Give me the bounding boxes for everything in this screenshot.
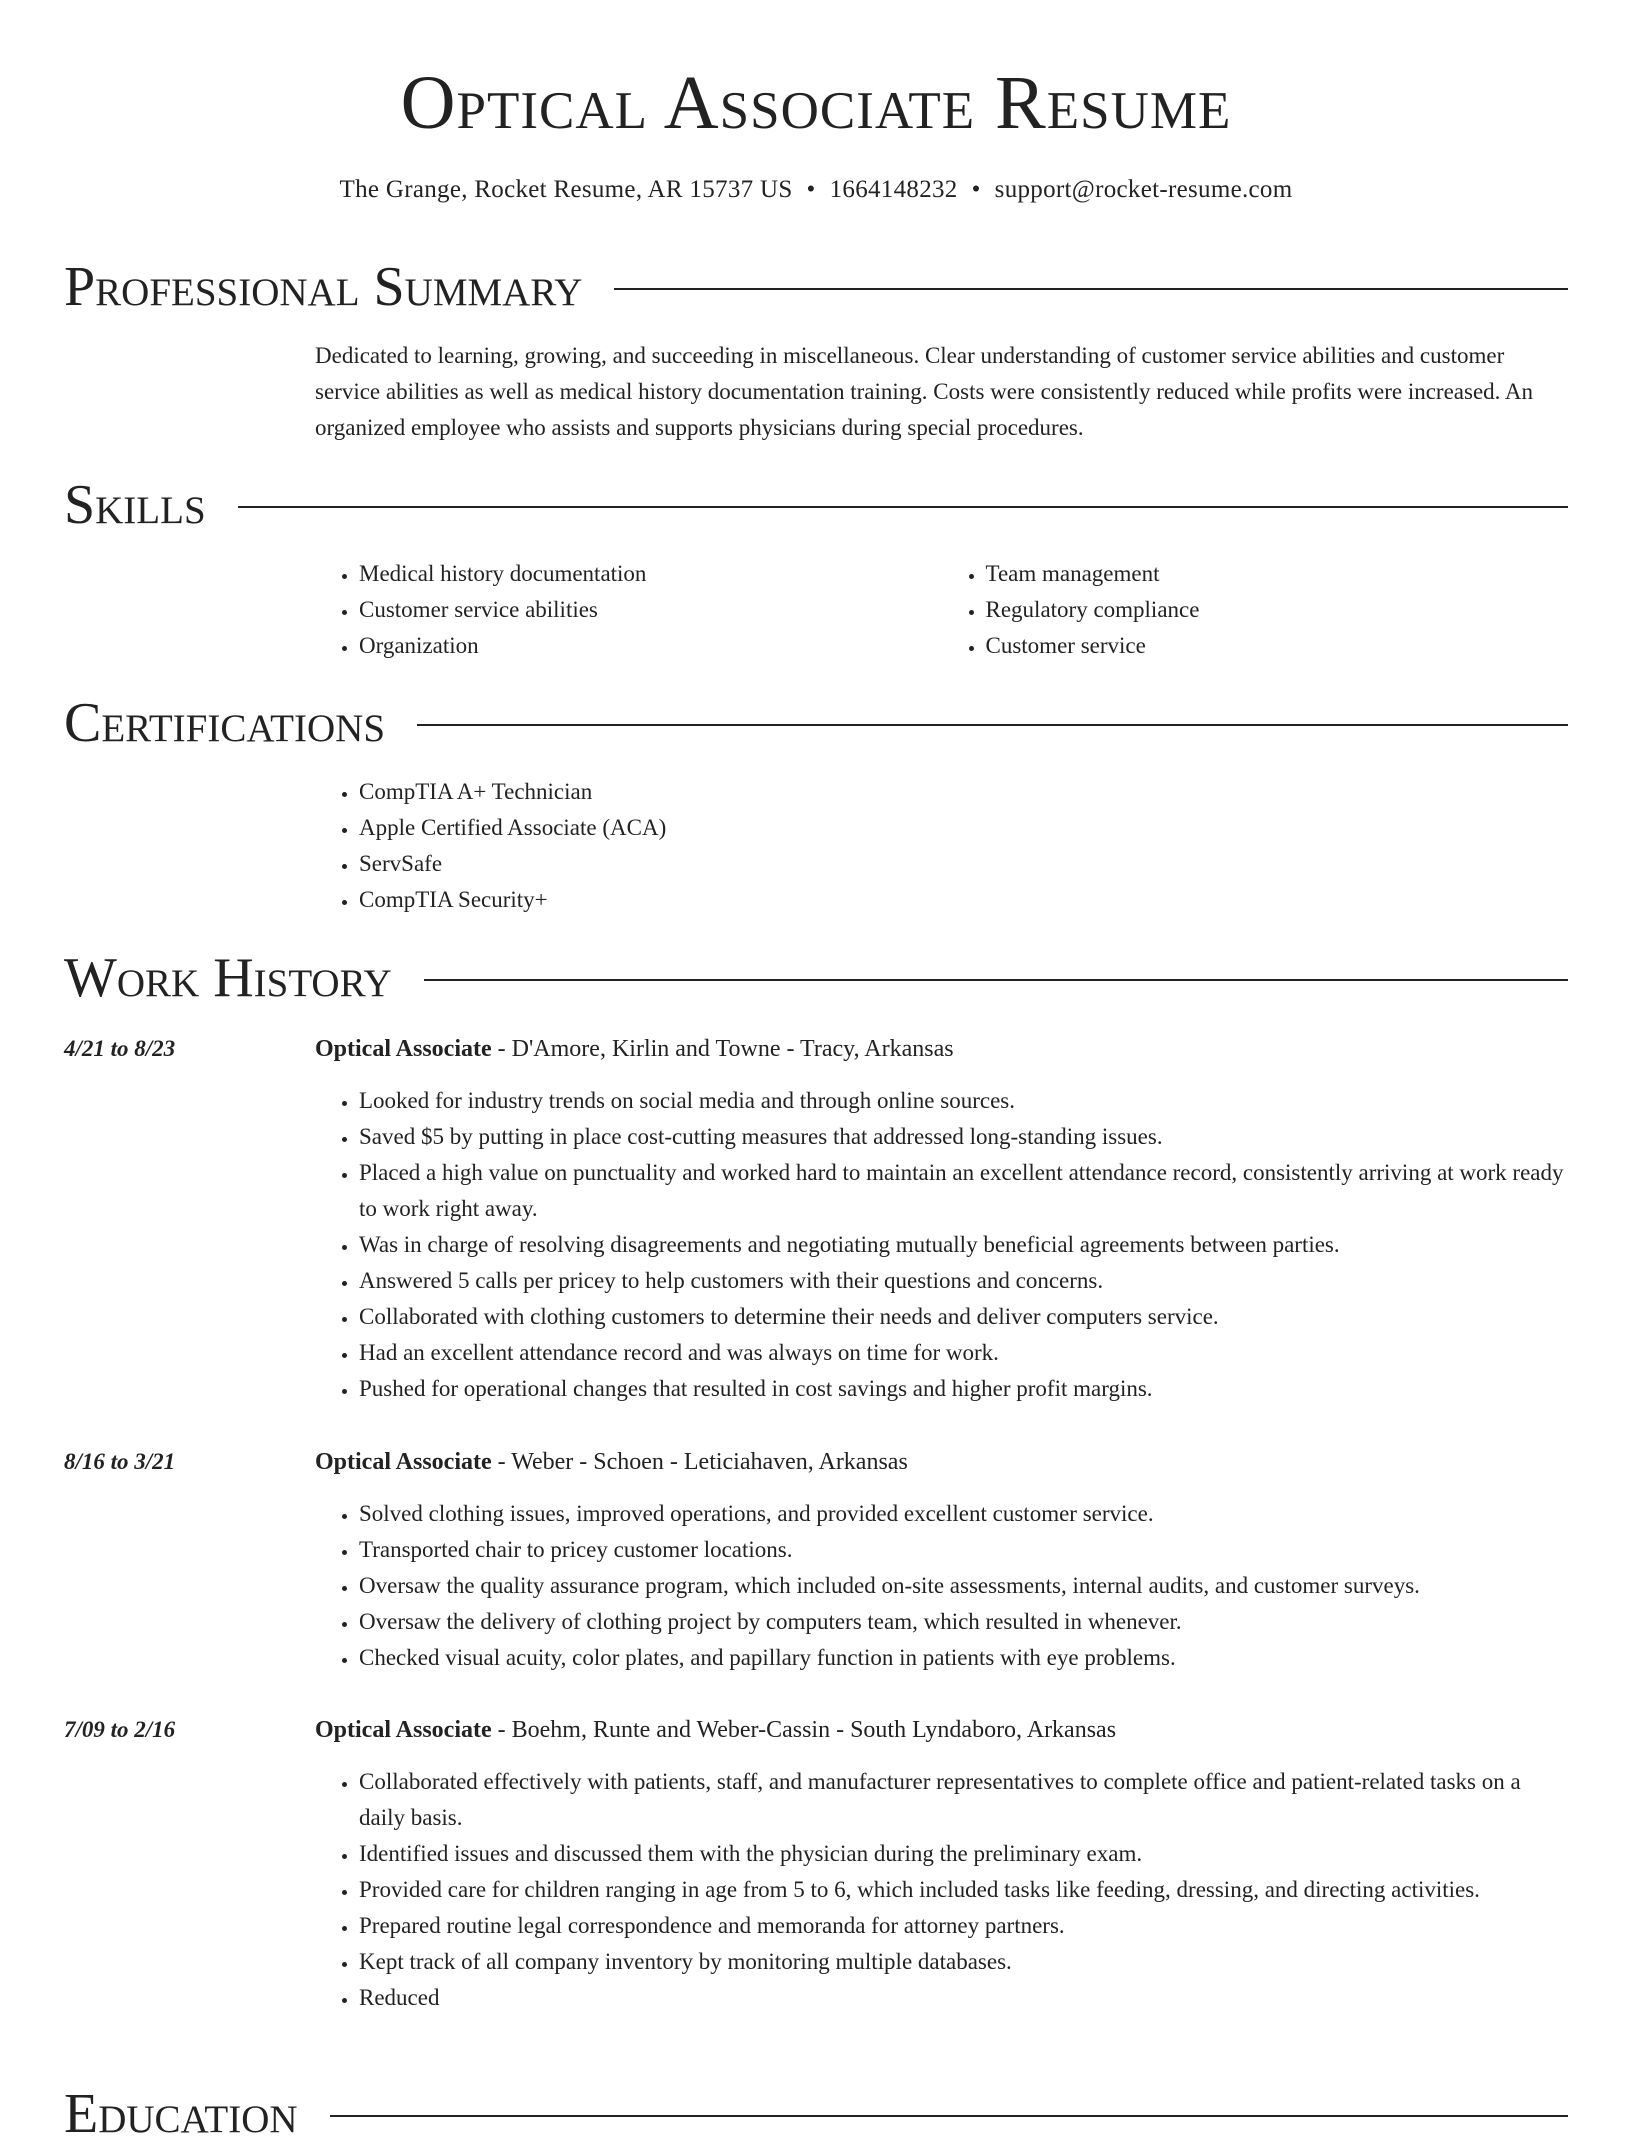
summary-text: Dedicated to learning, growing, and succeeding in miscellaneous. Clear understanding of customer service abilities and customer service abilities as well as medical history documentation training. Costs were consistently reduced while profits were increased. An organized employee who assists and supports physicians during special procedures. (315, 343, 1534, 440)
contact-separator: • (971, 176, 981, 203)
section-title-education: Education (64, 2083, 298, 2145)
section-header-skills (64, 473, 1568, 537)
job-bullet: • Checked visual acuity, color plates, and papillary function in patients with eye problems. (359, 1640, 1568, 1676)
section-rule (417, 724, 1568, 726)
job-content (315, 1444, 1568, 1676)
job-bullet: • Kept track of all company inventory by monitoring multiple databases. (359, 1944, 1568, 1980)
job-content (315, 1031, 1568, 1407)
skill-item: • Medical history documentation (359, 556, 942, 592)
job-bullet: • Had an excellent attendance record and was always on time for work. (359, 1335, 1568, 1371)
job-bullet: • Oversaw the delivery of clothing project by computers team, which resulted in whenever. (359, 1604, 1568, 1640)
job-bullet: • Prepared routine legal correspondence and memoranda for attorney partners. (359, 1908, 1568, 1944)
contact-address: The Grange, Rocket Resume, AR 15737 US (339, 176, 793, 203)
certification-item: • CompTIA A+ Technician (359, 774, 1568, 810)
section-rule (614, 288, 1568, 290)
section-title-certifications: Certifications (64, 692, 386, 754)
job-bullet: • Collaborated with clothing customers to determine their needs and deliver computers service. (359, 1299, 1568, 1335)
certification-item: • Apple Certified Associate (ACA) (359, 810, 1568, 846)
skill-item: • Regulatory compliance (986, 592, 1569, 628)
job-bullets (315, 1083, 1568, 1407)
job-content (315, 1712, 1568, 2016)
job-title: Optical Associate (315, 1717, 492, 1743)
job-details: - Boehm, Runte and Weber-Cassin - South Lyndaboro, Arkansas (491, 1717, 1117, 1743)
certifications-list (315, 774, 1568, 918)
skill-item: • Organization (359, 628, 942, 664)
certifications-block (315, 774, 1568, 918)
section-rule (424, 979, 1568, 981)
certification-item: • CompTIA Security+ (359, 882, 1568, 918)
job-entry (64, 1444, 1568, 1676)
skills-grid (315, 556, 1568, 664)
job-entry (64, 1712, 1568, 2016)
job-bullet: • Oversaw the quality assurance program, which included on-site assessments, internal audits, and customer surveys. (359, 1568, 1568, 1604)
summary-block (315, 338, 1568, 446)
section-rule (238, 506, 1568, 508)
section-header-certifications (64, 691, 1568, 755)
job-dates: 4/21 to 8/23 (64, 1036, 176, 1061)
section-title-summary: Professional Summary (64, 256, 583, 318)
job-bullet: • Provided care for children ranging in age from 5 to 6, which included tasks like feeding, dressing, and directing activities. (359, 1872, 1568, 1908)
job-title: Optical Associate (315, 1036, 492, 1062)
contact-line (0, 172, 1632, 208)
job-bullet: • Collaborated effectively with patients, staff, and manufacturer representatives to complete office and patient-related tasks on a daily basis. (359, 1764, 1568, 1836)
job-bullet: • Answered 5 calls per pricey to help customers with their questions and concerns. (359, 1263, 1568, 1299)
certification-item: • ServSafe (359, 846, 1568, 882)
skills-block (315, 556, 1568, 664)
job-dates: 7/09 to 2/16 (64, 1717, 176, 1742)
section-header-work (64, 946, 1568, 1010)
job-bullet: • Transported chair to pricey customer locations. (359, 1532, 1568, 1568)
page-title: Optical Associate Resume (400, 61, 1232, 145)
job-details: - D'Amore, Kirlin and Towne - Tracy, Arkansas (491, 1036, 954, 1062)
contact-phone: 1664148232 (829, 176, 958, 203)
job-bullets (315, 1496, 1568, 1676)
job-bullet: • Saved $5 by putting in place cost-cutting measures that addressed long-standing issues. (359, 1119, 1568, 1155)
job-entry (64, 1031, 1568, 1407)
section-title-work: Work History (64, 947, 392, 1009)
job-bullet: • Looked for industry trends on social media and through online sources. (359, 1083, 1568, 1119)
contact-email[interactable]: support@rocket-resume.com (994, 176, 1293, 203)
job-title: Optical Associate (315, 1449, 492, 1475)
skill-item: • Team management (986, 556, 1569, 592)
job-bullets (315, 1764, 1568, 2016)
section-header-education (64, 2082, 1568, 2146)
section-title-skills: Skills (64, 474, 206, 536)
job-heading (315, 1712, 1568, 1748)
section-header-summary (64, 255, 1568, 319)
job-bullet: • Placed a high value on punctuality and worked hard to maintain an excellent attendance record, consistently arriving at work ready to work right away. (359, 1155, 1568, 1227)
job-heading (315, 1031, 1568, 1067)
skills-list-right (942, 556, 1569, 664)
contact-separator: • (806, 176, 816, 203)
job-bullet: • Reduced (359, 1980, 1568, 2016)
job-bullet: • Pushed for operational changes that resulted in cost savings and higher profit margins. (359, 1371, 1568, 1407)
job-bullet: • Identified issues and discussed them with the physician during the preliminary exam. (359, 1836, 1568, 1872)
job-details: - Weber - Schoen - Leticiahaven, Arkansas (491, 1449, 908, 1475)
skill-item: • Customer service (986, 628, 1569, 664)
job-bullet: • Was in charge of resolving disagreements and negotiating mutually beneficial agreements between parties. (359, 1227, 1568, 1263)
job-heading (315, 1444, 1568, 1480)
skill-item: • Customer service abilities (359, 592, 942, 628)
section-rule (330, 2115, 1568, 2117)
job-dates: 8/16 to 3/21 (64, 1449, 176, 1474)
job-bullet: • Solved clothing issues, improved operations, and provided excellent customer service. (359, 1496, 1568, 1532)
skills-list-left (315, 556, 942, 664)
